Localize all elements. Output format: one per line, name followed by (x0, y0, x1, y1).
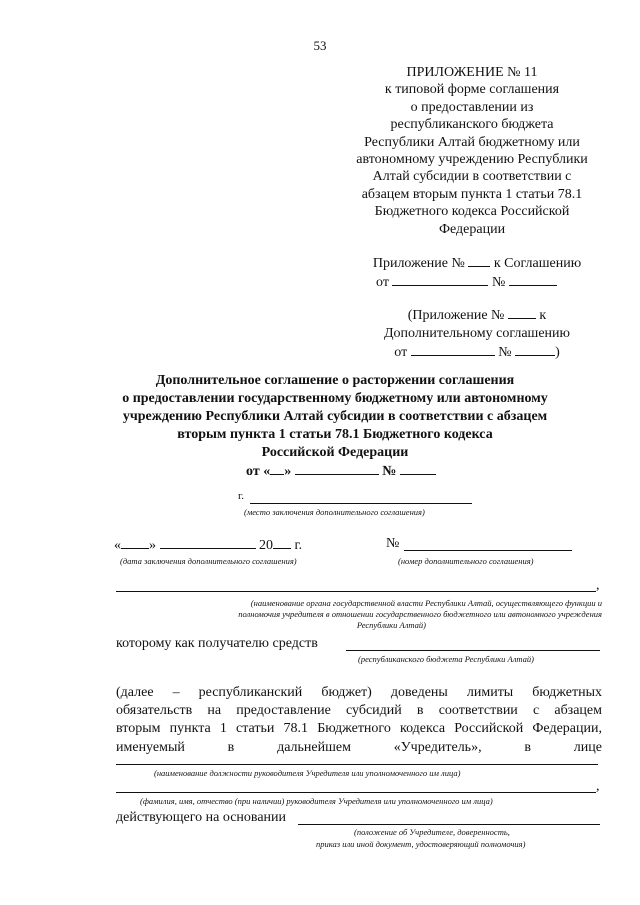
title-month-field[interactable] (295, 462, 379, 475)
body-word: в (227, 739, 235, 755)
body-word: «Учредитель», (393, 739, 482, 755)
agreement-no-label: № (386, 536, 400, 551)
title-date-line (100, 462, 570, 481)
body-paragraph (116, 684, 602, 757)
founder-caption (116, 598, 602, 631)
date-caption: (дата заключения дополнительного соглашения) (120, 556, 297, 566)
date-close-quote: » (149, 538, 156, 553)
basis-field[interactable] (298, 824, 600, 825)
agreement-no-caption: (номер дополнительного соглашения) (398, 556, 534, 566)
title-line: вторым пункта 1 статьи 78.1 Бюджетного кодекса (177, 427, 493, 442)
appendix-header-line: Алтай субсидии в соответствии с (372, 169, 572, 185)
place-field[interactable] (250, 503, 472, 504)
additional-agreement-reference (352, 306, 602, 362)
basis-caption-line1: (положение об Учредителе, доверенность, (354, 827, 510, 837)
position-field[interactable] (116, 764, 598, 765)
date-year-suffix: г. (294, 538, 303, 553)
appendix-header-line: республиканского бюджета (390, 117, 554, 133)
agreement-ref-prefix: Приложение № (372, 256, 465, 271)
appendix-header-line: автономному учреждению Республики (356, 152, 588, 168)
date-year-field[interactable] (273, 536, 291, 549)
date-open-quote: « (114, 538, 121, 553)
body-last-line (116, 739, 602, 757)
agreement-no-field[interactable] (404, 550, 572, 551)
fio-caption: (фамилия, имя, отчество (при наличии) руководителя Учредителя или уполномоченного им лица) (140, 796, 493, 806)
date-month-field[interactable] (160, 536, 256, 549)
additional-appendix-number-field[interactable] (508, 306, 536, 319)
recipient-caption: (республиканского бюджета Республики Алтай) (358, 654, 534, 664)
title-line: о предоставлении государственному бюджетному или автономному (122, 391, 548, 406)
fio-comma: , (596, 779, 600, 794)
body-line: обязательств на предоставление субсидий в соответствии с абзацем (116, 703, 602, 719)
appendix-header (322, 64, 622, 238)
date-day-field[interactable] (121, 536, 149, 549)
agreement-number-field[interactable] (509, 273, 557, 286)
place-caption: (место заключения дополнительного соглашения) (244, 507, 425, 517)
appendix-number-field[interactable] (468, 254, 490, 267)
title-day-field[interactable] (270, 462, 284, 475)
appendix-header-line: о предоставлении из (410, 99, 534, 115)
title-date-mid: » (284, 464, 292, 479)
appendix-header-line: Республики Алтай бюджетному или (364, 134, 580, 150)
date-year-prefix: 20 (259, 538, 273, 553)
founder-caption-line: (наименование органа государственной власти Республики Алтай, осуществляющего функции и (250, 598, 602, 608)
additional-ref-suffix: к (539, 308, 547, 323)
founder-comma: , (596, 578, 600, 593)
page-number: 53 (313, 38, 327, 53)
date-row (114, 536, 302, 554)
basis-caption-line2: приказ или иной документ, удостоверяющий полномочия) (316, 839, 526, 849)
body-word: лице (573, 739, 602, 755)
agreement-ref-suffix: к Соглашению (493, 256, 582, 271)
recipient-field[interactable] (346, 650, 600, 651)
body-word: дальнейшем (277, 739, 351, 755)
basis-text: действующего на основании (116, 810, 287, 825)
founder-caption-line: полномочия учредителя в отношении государственного бюджетного или автономного учреждения (238, 609, 602, 619)
agreement-reference (352, 254, 602, 292)
title-line: Российской Федерации (261, 445, 409, 460)
additional-date-prefix: от (394, 345, 408, 360)
title-no-label: № (382, 464, 397, 479)
title-line: учреждению Республики Алтай субсидии в соответствии с абзацем (122, 409, 548, 424)
additional-date-field[interactable] (411, 343, 495, 356)
agreement-date-prefix: от (376, 275, 389, 290)
body-line: вторым пункта 1 статьи 78.1 Бюджетного кодекса Российской Федерации, (116, 721, 602, 737)
title-number-field[interactable] (400, 462, 436, 475)
appendix-header-line: Федерации (438, 221, 506, 237)
fio-field[interactable] (116, 792, 596, 793)
body-word: именуемый (116, 739, 185, 755)
agreement-no-label: № (491, 275, 506, 290)
additional-ref-prefix: (Приложение № (407, 308, 505, 323)
appendix-header-line: абзацем вторым пункта 1 статьи 78.1 (361, 186, 583, 202)
recipient-text: которому как получателю средств (116, 636, 318, 651)
body-word: в (524, 739, 531, 755)
place-prefix: г. (238, 490, 245, 502)
additional-number-field[interactable] (515, 343, 555, 356)
appendix-header-line: Бюджетного кодекса Российской (374, 204, 570, 220)
body-line: (далее – республиканский бюджет) доведены лимиты бюджетных (116, 685, 602, 700)
appendix-header-line: ПРИЛОЖЕНИЕ № 11 (406, 65, 538, 80)
additional-ref-line2: Дополнительному соглашению (384, 326, 570, 341)
founder-caption-line: Республики Алтай) (356, 620, 426, 630)
title-date-prefix: от « (246, 464, 271, 479)
additional-no-label: № (498, 345, 512, 360)
agreement-date-field[interactable] (392, 273, 488, 286)
title-line: Дополнительное соглашение о расторжении соглашения (155, 373, 515, 388)
founder-name-field[interactable] (116, 591, 596, 592)
appendix-header-line: к типовой форме соглашения (384, 82, 560, 98)
additional-close-paren: ) (555, 345, 560, 360)
document-title (100, 372, 570, 481)
position-caption: (наименование должности руководителя Учредителя или уполномоченного им лица) (154, 768, 461, 778)
